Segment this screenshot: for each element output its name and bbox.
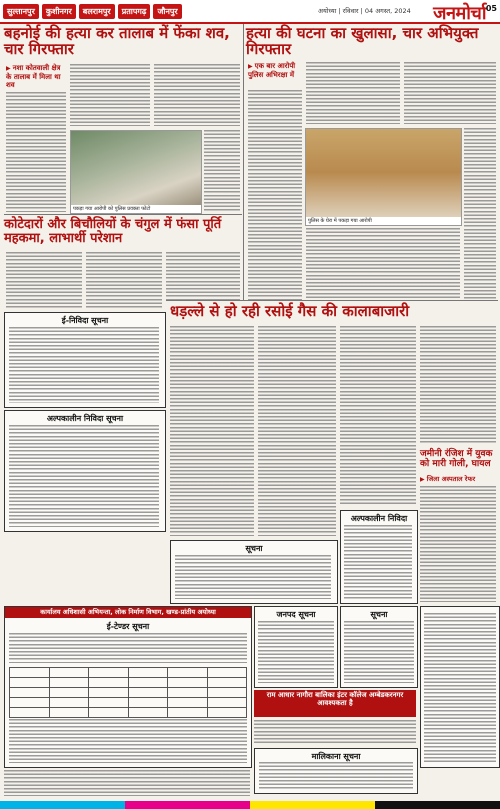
city-tab: जौनपुर <box>153 4 181 19</box>
story1-body-col4 <box>204 130 240 212</box>
story2-body-col2 <box>306 62 400 124</box>
story3-body-col3 <box>166 252 240 300</box>
city-tabs <box>3 4 182 19</box>
notice-title: अल्पकालीन निविदा सूचना <box>46 414 124 423</box>
notice-title: अल्पकालीन निविदा <box>350 514 408 523</box>
notice-body <box>9 425 159 527</box>
story4-headline: धड़ल्ले से हो रही रसोई गैस की कालाबाजारी <box>170 302 410 320</box>
story4-body-col4 <box>420 326 496 444</box>
notice-e-tender <box>4 312 166 408</box>
story4-body-col2 <box>258 326 336 536</box>
notice-body <box>424 613 496 763</box>
story1-headline: बहनोई की हत्या कर तालाब में फेंका शव, चार गिरफ्तार <box>4 24 230 58</box>
notice-title: जनपद सूचना <box>276 610 316 619</box>
section-rule <box>166 300 498 301</box>
dateline: अयोध्या | रविवार | 04 अगस्त, 2024 <box>318 7 411 15</box>
notice-body <box>344 525 412 599</box>
notice-title: ई-टेण्डर सूचना <box>106 622 150 631</box>
tender-table <box>9 667 247 718</box>
notice-body <box>258 621 334 683</box>
story2-body-col3 <box>404 62 496 124</box>
city-tab: बलरामपुर <box>79 4 115 19</box>
notice-body <box>9 719 247 763</box>
notice-suchna-1 <box>170 540 338 604</box>
story1-photo-caption: पकड़ा गया आरोपी को पुलिस प्रवक्ता फोटो <box>71 205 201 213</box>
recruitment-banner: राम आधार नागौरा बालिका इंटर कॉलेज अम्बेडकरनगर आवश्यकता है <box>254 690 416 717</box>
story2-photo <box>305 128 462 226</box>
story3-body-col2 <box>86 252 162 308</box>
notice-pwd-office <box>4 606 252 768</box>
notice-tender-small <box>340 510 418 604</box>
notice-body <box>9 633 247 663</box>
story2-kicker: ▶ एक बार आरोपी पुलिस अभिरक्षा में <box>248 62 302 79</box>
story2-body-col1 <box>248 90 302 300</box>
bottom-text <box>4 770 250 796</box>
story1-body-col2 <box>70 64 150 126</box>
page-number: 05 <box>485 4 497 13</box>
notice-body <box>259 762 413 790</box>
notice-ad-right <box>420 606 500 768</box>
story1-kicker: ▶ नशा कोतवाली क्षेत्र के तालाब में मिला था शव <box>6 64 66 89</box>
city-tab: प्रतापगढ़ <box>118 4 151 19</box>
notice-title: सूचना <box>245 544 263 553</box>
story2-headline: हत्या की घटना का खुलासा, चार अभियुक्त गिरफ्तार <box>246 24 479 58</box>
story5-body <box>420 486 496 602</box>
city-tab: कुशीनगर <box>42 4 76 19</box>
column-rule <box>243 24 244 300</box>
notice-banner: कार्यालय अधिशासी अभियन्ता, लोक निर्माण विभाग, खण्ड-प्रांतीय अयोध्या <box>5 607 251 618</box>
newspaper-logo: जनमोर्चा <box>433 3 486 24</box>
story5-headline: जमीनी रंजिश में युवक को मारी गोली, घायल <box>420 449 493 469</box>
notice-janpad <box>254 606 338 688</box>
notice-title: मालिकाना सूचना <box>311 752 361 761</box>
notice-malikana <box>254 748 418 794</box>
notice-body <box>175 555 331 599</box>
story3-headline: कोटेदारों और बिचौलियों के चंगुल में फंसा पूर्ति महकमा, लाभार्थी परेशान <box>4 217 222 246</box>
city-tab: सुल्तानपुर <box>3 4 39 19</box>
notice-title: सूचना <box>370 610 388 619</box>
story1-body-col1 <box>6 92 66 212</box>
story2-photo-caption: पुलिस के घेरा में पकड़ा गया आरोपी <box>306 217 461 225</box>
story2-body-col5 <box>306 228 460 300</box>
notice-suchna-2 <box>340 606 418 688</box>
story1-photo <box>70 130 202 214</box>
notice-body <box>9 327 159 403</box>
story4-body-col3 <box>340 326 416 506</box>
story3-body-col1 <box>6 252 82 308</box>
story4-body-col1 <box>170 326 254 536</box>
masthead <box>0 0 500 24</box>
notice-body <box>344 621 414 683</box>
recruitment-body <box>254 720 416 744</box>
story5-kicker: ▶ जिला अस्पताल रेफर <box>420 474 475 483</box>
story2-body-col4 <box>464 128 496 300</box>
story1-body-col3 <box>154 64 240 126</box>
notice-title: ई-निविदा सूचना <box>61 316 109 325</box>
notice-short-tender <box>4 410 166 532</box>
print-color-bar <box>0 801 500 809</box>
section-rule <box>4 214 242 215</box>
